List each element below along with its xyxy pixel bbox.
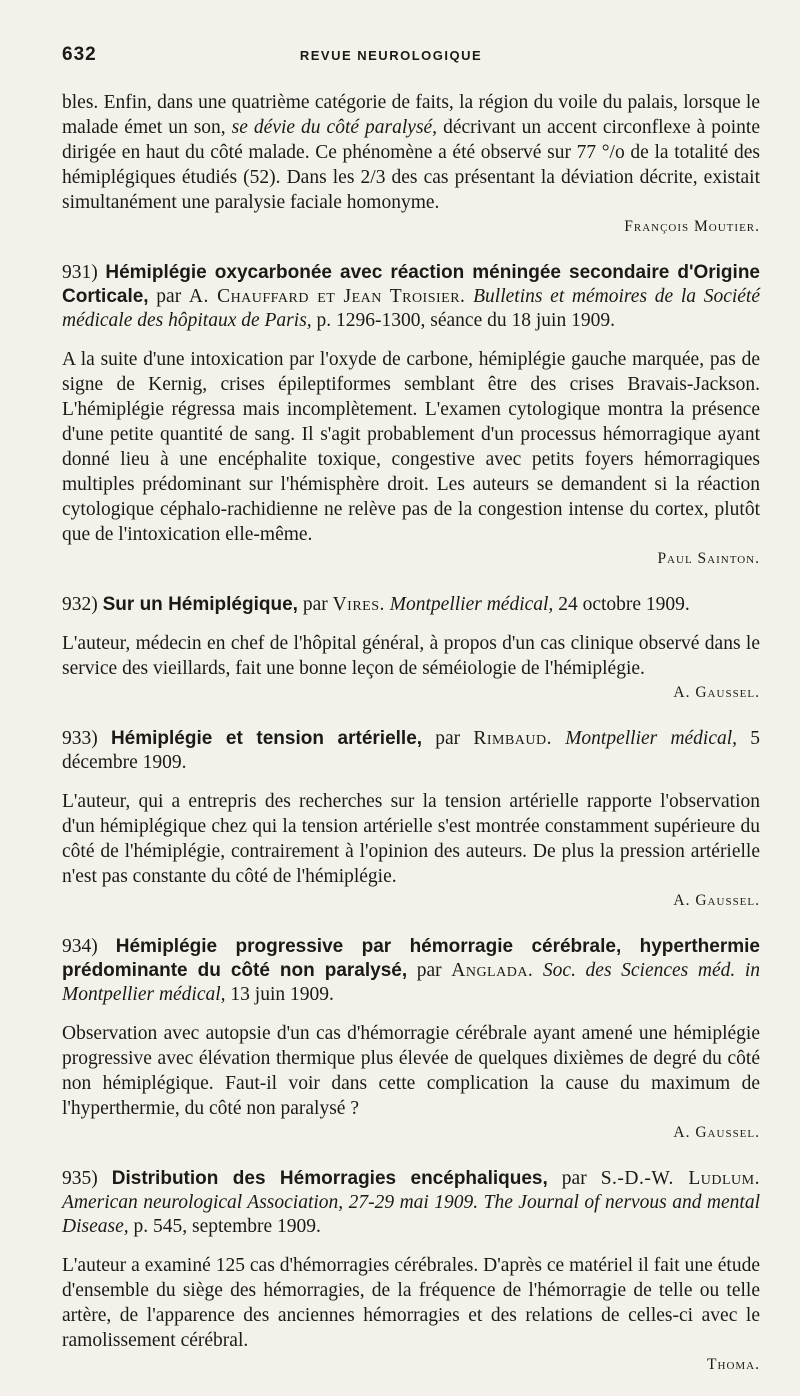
abstract-heading [62, 1167, 760, 1239]
abstract-heading [62, 727, 760, 775]
abstract-933 [62, 727, 760, 913]
abstract-details: 24 octobre 1909. [553, 594, 690, 615]
intro-paragraph [62, 90, 760, 215]
intro-text-1: bles. Enfin, dans une quatrième catégorie de faits, la région du voile du palais, lorsque le malade émet un son, [62, 92, 760, 138]
abstract-by: par [407, 960, 452, 981]
abstract-by: par [148, 286, 189, 307]
abstract-title: Hémiplégie oxycarbonée avec réaction méningée secondaire d'Origine Corticale, [62, 262, 760, 307]
abstract-935 [62, 1167, 760, 1377]
abstract-by: par [547, 1168, 601, 1189]
abstract-number: 934) [62, 936, 116, 957]
abstract-signature: A. Gaussel. [673, 892, 760, 909]
intro-signature: François Moutier. [624, 218, 760, 235]
abstract-heading [62, 593, 760, 617]
abstract-details: 5 décembre 1909. [62, 728, 761, 773]
abstract-title: Distribution des Hémorragies encéphaliques, [111, 1168, 548, 1189]
abstract-by: par [422, 728, 474, 749]
abstract-details: p. 545, septembre 1909. [128, 1216, 321, 1237]
abstract-source: Soc. des Sciences méd. in Montpellier médical, [62, 960, 760, 1005]
abstract-body: L'auteur, médecin en chef de l'hôpital général, à propos d'un cas clinique observé dans le service des vieillards, fait une bonne leçon de séméiologie de l'hémiplégie. [62, 633, 760, 679]
abstract-authors: Vires. [332, 594, 385, 615]
abstract-number: 932) [62, 594, 103, 615]
abstract-931 [62, 261, 760, 571]
abstract-signature: A. Gaussel. [673, 1124, 760, 1141]
abstract-signature: Paul Sainton. [657, 550, 760, 567]
abstract-by: par [297, 594, 333, 615]
abstract-title: Sur un Hémiplégique, [102, 594, 298, 615]
intro-text-2: décrivant un accent circonflexe à pointe dirigée en haut du côté malade. Ce phénomène a été observé sur 77 °/o de la totalité des hémiplégiques étudiés (52). Dans les 2/3 des cas présentant la déviation décrite, existait simultanément une paralysie faciale homonyme. [62, 117, 760, 213]
abstract-body: A la suite d'une intoxication par l'oxyde de carbone, hémiplégie gauche marquée, pas de signe de Kernig, crises épileptiformes semblant être des crises Bravais-Jackson. L'hémiplégie régressa mais incomplètement. L'examen cytologique montra la présence d'une petite quantité de sang. Il s'agit probablement d'un processus hémorragique ayant donné lieu à une encéphalite toxique, congestive avec petits foyers hémorragiques multiples prédominant sur l'hémisphère droit. Les auteurs se demandent si la réaction cytologique céphalo-rachidienne ne relève pas de la congestion intense du cortex, plutôt que de l'intoxication elle-même. [62, 349, 760, 545]
abstract-932 [62, 593, 760, 705]
abstract-number: 931) [62, 262, 106, 283]
abstract-authors: Rimbaud. [473, 728, 552, 749]
abstract-title: Hémiplégie et tension artérielle, [110, 728, 423, 749]
abstract-source: Bulletins et mémoires de la Société médicale des hôpitaux de Paris, [62, 286, 761, 331]
abstract-934 [62, 935, 760, 1145]
abstract-details: 13 juin 1909. [225, 984, 334, 1005]
abstract-title: Hémiplégie progressive par hémorragie cérébrale, hyperthermie prédominante du côté non paralysé, [62, 936, 760, 981]
abstract-number: 933) [62, 728, 111, 749]
abstract-signature: Thoma. [707, 1356, 760, 1373]
abstract-body: L'auteur, qui a entrepris des recherches sur la tension artérielle rapporte l'observation d'un hémiplégique chez qui la tension artérielle s'est montrée constamment supérieure du côté de l'hémiplégie, contrairement à l'opinion des auteurs. De plus la pression artérielle n'est pas constante du côté de l'hémiplégie. [62, 791, 760, 887]
intro-text-italic: se dévie du côté paralysé, [231, 117, 438, 138]
abstract-source: American neurological Association, 27-29 mai 1909. The Journal of nervous and mental Disease, [62, 1192, 760, 1237]
abstract-body: Observation avec autopsie d'un cas d'hémorragie cérébrale ayant amené une hémiplégie progressive avec élévation thermique plus élevée de quelques dixièmes de degré du côté non hémiplégique. Faut-il voir dans cette complication la cause du maximum de l'hyperthermie, du côté non paralysé ? [62, 1023, 760, 1119]
page-header [62, 38, 760, 74]
abstract-number: 935) [62, 1168, 112, 1189]
abstract-heading [62, 261, 760, 333]
abstract-authors: Anglada. [451, 960, 534, 981]
abstract-details: p. 1296-1300, séance du 18 juin 1909. [311, 310, 615, 331]
abstract-heading [62, 935, 760, 1007]
abstract-authors: S.-D.-W. Ludlum. [600, 1168, 760, 1189]
abstract-signature: A. Gaussel. [673, 684, 760, 701]
abstract-source: Montpellier médical, [384, 594, 554, 615]
abstract-source: Montpellier médical, [552, 728, 738, 749]
abstract-body: L'auteur a examiné 125 cas d'hémorragies cérébrales. D'après ce matériel il fait une étude d'ensemble du siège des hémorragies, de la fréquence de l'hémorragie de telle ou telle artère, de l'apparence des anciennes hémorragies et des relations de celles-ci avec le ramolissement cérébral. [62, 1255, 760, 1351]
abstract-authors: A. Chauffard et Jean Troisier. [188, 286, 466, 307]
page-number: 632 [62, 44, 97, 65]
running-head: REVUE NEUROLOGIQUE [299, 48, 483, 63]
